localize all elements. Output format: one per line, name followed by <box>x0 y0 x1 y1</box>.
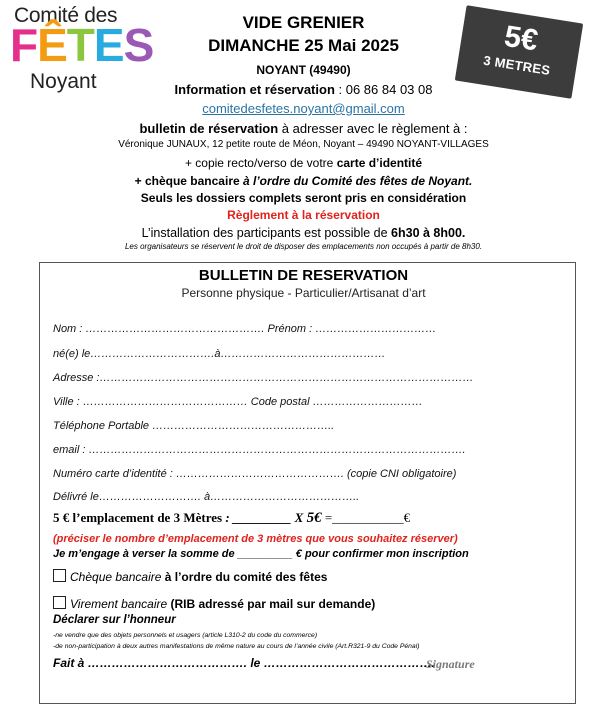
field-nom[interactable]: Nom : …………………………………………. Prénom : …………………………… <box>53 323 437 335</box>
logo-letter: E <box>93 19 124 71</box>
event-date: DIMANCHE 25 Mai 2025 <box>208 36 399 55</box>
install-line <box>0 226 607 240</box>
email-link[interactable]: comitedesfetes.noyant@gmail.com <box>202 101 405 116</box>
price-line <box>53 510 410 527</box>
field-adresse[interactable]: Adresse :………………………………………………………………………………………… <box>53 372 474 384</box>
address-line: Véronique JUNAUX, 12 petite route de Méon, Noyant – 49490 NOYANT-VILLAGES <box>118 139 489 150</box>
logo-line3: Noyant <box>30 70 97 93</box>
price-mid[interactable]: : _________ X <box>225 510 307 525</box>
price-unit: 5€ <box>306 510 322 526</box>
option2-pre: Virement bancaire <box>70 597 171 611</box>
engage-line[interactable]: Je m’engage à verser la somme de _________ € pour confirmer mon inscription <box>53 548 469 560</box>
honneur-title: Déclarer sur l’honneur <box>53 614 176 626</box>
bulletin-rest: à adresser avec le règlement à : <box>278 121 468 136</box>
field-ville[interactable]: Ville : ……………………………………… Code postal ………………………… <box>53 396 423 408</box>
form-subtitle: Personne physique - Particulier/Artisanat d’art <box>181 286 426 300</box>
event-title: VIDE GRENIER <box>242 13 365 32</box>
complete-line: Seuls les dossiers complets seront pris en considération <box>140 191 467 205</box>
price-end[interactable]: =___________€ <box>321 510 411 525</box>
cheque-pre: + chèque bancaire <box>134 174 243 188</box>
checkbox-icon[interactable] <box>53 569 66 582</box>
info-line <box>0 82 607 97</box>
price-pre: 5 € l’emplacement de 3 Mètres <box>53 510 226 525</box>
logo-letter: Ê <box>37 19 67 71</box>
field-email[interactable]: email : …………………………………………………………………………………………. <box>53 444 466 456</box>
cheque-line <box>0 174 607 188</box>
field-ne[interactable]: né(e) le…………………………….à……………………………………… <box>53 348 386 360</box>
logo-letter: F <box>10 19 38 71</box>
info-phone: : 06 86 84 03 08 <box>334 82 433 97</box>
copy-bold: carte d’identité <box>336 156 423 170</box>
copy-pre: + copie recto/verso de votre <box>184 156 337 170</box>
option-virement[interactable] <box>53 596 375 611</box>
option-cheque[interactable] <box>53 569 327 584</box>
field-delivre[interactable]: Délivré le………………………. à………………………………….. <box>53 491 360 503</box>
bulletin-bold: bulletin de réservation <box>139 121 279 136</box>
info-bold: Information et réservation <box>174 82 335 97</box>
disclaimer-line: Les organisateurs se réservent le droit de disposer des emplacements non occupés à partir de 8h30. <box>124 242 483 251</box>
field-carte[interactable]: Numéro carte d’identité : ………………………………………. (copie CNI obligatoire) <box>53 468 457 480</box>
install-bold: 6h30 à 8h00. <box>391 226 466 240</box>
install-pre: L’installation des participants est possible de <box>141 226 392 240</box>
logo-letter: S <box>123 19 154 71</box>
badge-price: 5€ <box>502 19 541 58</box>
field-telephone[interactable]: Téléphone Portable ………………………………………….. <box>53 420 335 432</box>
logo-letter: T <box>66 19 94 71</box>
payment-line: Règlement à la réservation <box>227 208 380 222</box>
form-title: BULLETIN DE RESERVATION <box>198 267 409 284</box>
copy-line <box>0 156 607 170</box>
option1-bold: à l’ordre du comité des fêtes <box>164 570 328 584</box>
option1-pre: Chèque bancaire <box>70 570 165 584</box>
badge-size: 3 METRES <box>482 52 552 79</box>
bulletin-line <box>0 121 607 136</box>
red-note: (préciser le nombre d’emplacement de 3 mètres que vous souhaitez réserver) <box>53 533 458 545</box>
option2-bold: (RIB adressé par mail sur demande) <box>170 597 376 611</box>
cheque-italic: à l’ordre du Comité des fêtes de Noyant. <box>243 174 473 188</box>
honneur-2: -de non-participation à deux autres manifestations de même nature au cours de l’année civile (Art.R321-9 du Code Pénal) <box>53 643 420 650</box>
checkbox-icon[interactable] <box>53 596 66 609</box>
fait-line[interactable]: Fait à …………………………………. le ……………………………………. <box>53 656 436 670</box>
signature-label: Signature <box>426 657 475 671</box>
logo-line1: Comité des <box>14 4 118 27</box>
event-town: NOYANT (49490) <box>256 63 351 77</box>
honneur-1: -ne vendre que des objets personnels et usagers (article L310-2 du code du commerce) <box>53 632 318 639</box>
